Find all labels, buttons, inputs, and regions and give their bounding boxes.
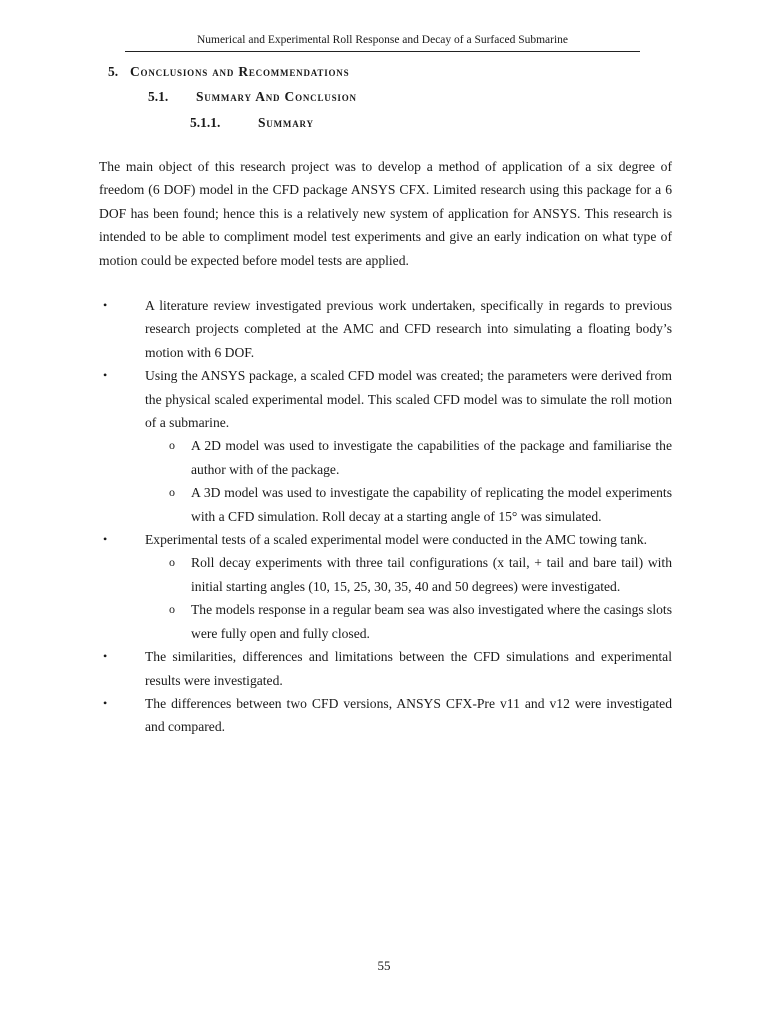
sub-bullet-marker: o [169,555,175,570]
bullet-dot: • [103,649,108,664]
bullet-dot: • [103,532,108,547]
sub-bullet-item [145,551,672,598]
sub-bullet-marker: o [169,438,175,453]
section-title: Conclusions and Recommendations [130,64,350,79]
section-number: 5. [108,64,119,79]
subsubsection-heading [190,115,314,131]
sub-bullet-text: A 3D model was used to investigate the capability of replicating the model experiments with a CFD simulation. Roll decay at a starting angle of 15° was simulated. [191,485,672,524]
bullet-text: The differences between two CFD versions, ANSYS CFX-Pre v11 and v12 were investigated and compared. [145,695,672,735]
sub-bullet-text: The models response in a regular beam sea was also investigated where the casings slots were fully open and fully closed. [191,602,672,641]
bullet-text: A literature review investigated previous work undertaken, specifically in regards to previous research projects completed at the AMC and CFD research into simulating a floating body’s motion with 6 DOF. [145,298,672,360]
sub-bullet-marker: o [169,602,175,617]
sub-bullet-item [145,434,672,481]
sub-bullet-item [145,598,672,645]
sub-bullet-list [145,551,672,645]
bullet-list [99,294,672,739]
subsection-number: 5.1. [148,89,169,104]
running-header: Numerical and Experimental Roll Response and Decay of a Surfaced Submarine [196,34,569,46]
bullet-dot: • [103,368,108,383]
subsubsection-number: 5.1.1. [190,115,221,130]
header-rule [125,51,640,52]
sub-bullet-item [145,481,672,528]
subsubsection-title: Summary [258,115,314,130]
sub-bullet-text: A 2D model was used to investigate the capabilities of the package and familiarise the author with of the package. [191,438,672,477]
bullet-dot: • [103,695,108,710]
subsection-title: Summary And Conclusion [196,89,357,104]
bullet-item [99,528,672,645]
intro-paragraph: The main object of this research project was to develop a method of application of a six degree of freedom (6 DOF) model in the CFD package ANSYS CFX. Limited research using this package for a 6 DOF has been found; hence this is a relatively new system of application for ANSYS. This research is intended to be able to compliment model test experiments and give an early indication on what type of motion could be expected before model tests are applied. [99,159,672,268]
bullet-item [99,692,672,739]
bullet-text: The similarities, differences and limitations between the CFD simulations and experimental results were investigated. [145,649,672,688]
sub-bullet-text: Roll decay experiments with three tail configurations (x tail, + tail and bare tail) with initial starting angles (10, 15, 25, 30, 35, 40 and 50 degrees) were investigated. [191,555,672,594]
bullet-item [99,645,672,692]
section-heading [108,64,349,80]
bullet-item [99,294,672,364]
sub-bullet-marker: o [169,485,175,500]
bullet-dot: • [103,298,108,312]
bullet-text: Using the ANSYS package, a scaled CFD model was created; the parameters were derived from the physical scaled experimental model. This scaled CFD model was to simulate the roll motion of a submarine. [145,368,672,431]
subsection-heading [148,89,357,105]
page-number: 55 [377,958,391,973]
bullet-item [99,364,672,528]
sub-bullet-list [145,434,672,528]
bullet-text: Experimental tests of a scaled experimental model were conducted in the AMC towing tank. [145,532,648,548]
